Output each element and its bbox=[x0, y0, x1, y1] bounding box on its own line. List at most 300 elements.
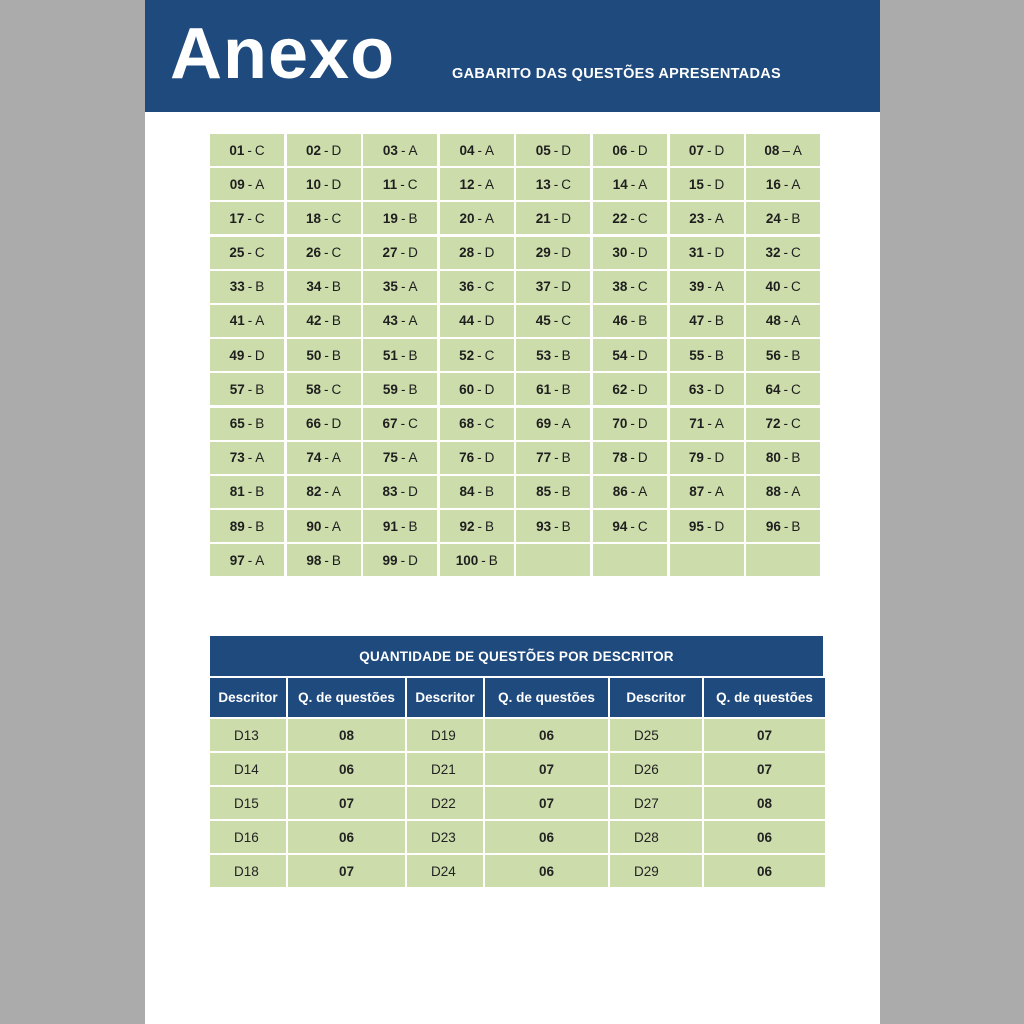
answer-cell bbox=[210, 544, 284, 576]
answer-letter: A bbox=[408, 279, 418, 295]
answer-cell bbox=[210, 442, 284, 474]
question-number: 11 bbox=[382, 176, 398, 192]
question-number: 92 bbox=[459, 518, 475, 534]
answer-separator: - bbox=[783, 245, 789, 261]
answer-separator: - bbox=[783, 518, 789, 534]
question-number: 37 bbox=[535, 279, 551, 295]
answer-cell bbox=[440, 202, 514, 234]
answer-cell bbox=[746, 408, 820, 440]
answer-letter: C bbox=[637, 518, 648, 534]
answer-cell bbox=[210, 305, 284, 337]
answer-letter: B bbox=[408, 381, 418, 397]
answer-letter: C bbox=[637, 210, 648, 226]
answer-separator: - bbox=[630, 176, 636, 192]
question-number: 80 bbox=[765, 450, 781, 466]
question-number: 97 bbox=[229, 552, 245, 568]
question-number: 16 bbox=[765, 176, 781, 192]
answer-letter: C bbox=[484, 416, 495, 431]
answer-cell bbox=[746, 373, 820, 405]
answer-cell bbox=[593, 305, 667, 337]
answer-separator: - bbox=[783, 176, 789, 192]
answer-separator: - bbox=[324, 347, 329, 363]
answer-letter: B bbox=[255, 416, 265, 431]
empty-answer-cell bbox=[516, 544, 590, 576]
answer-cell bbox=[746, 134, 820, 166]
question-number: 19 bbox=[382, 210, 398, 226]
question-number: 55 bbox=[689, 347, 705, 363]
answer-cell bbox=[363, 408, 437, 440]
answer-separator: - bbox=[247, 552, 253, 568]
answer-cell bbox=[593, 237, 667, 269]
answer-cell bbox=[287, 134, 361, 166]
descriptor-table bbox=[210, 636, 823, 887]
question-number: 58 bbox=[305, 381, 321, 397]
answer-separator: - bbox=[630, 518, 635, 534]
answer-separator: - bbox=[553, 313, 559, 329]
answer-letter: C bbox=[791, 245, 801, 261]
answer-letter: B bbox=[714, 347, 724, 363]
answer-separator: - bbox=[324, 450, 329, 466]
answer-separator: - bbox=[477, 313, 482, 329]
answer-cell bbox=[670, 168, 744, 200]
answer-letter: A bbox=[714, 279, 724, 295]
answer-cell bbox=[210, 339, 284, 371]
descriptor-code: D16 bbox=[210, 821, 286, 853]
answer-letter: C bbox=[561, 313, 572, 329]
question-number: 43 bbox=[382, 313, 398, 329]
question-count: 07 bbox=[485, 753, 608, 785]
answer-letter: B bbox=[561, 450, 571, 466]
question-number: 42 bbox=[306, 313, 322, 329]
question-number: 98 bbox=[306, 552, 322, 568]
question-count-column-header: Q. de questões bbox=[485, 678, 608, 717]
answer-letter: B bbox=[255, 279, 265, 295]
answer-cell bbox=[210, 373, 284, 405]
answer-separator: - bbox=[554, 450, 559, 466]
answer-letter: A bbox=[255, 176, 265, 192]
answer-cell bbox=[210, 510, 284, 542]
question-number: 96 bbox=[765, 518, 781, 534]
answer-separator: - bbox=[554, 484, 559, 500]
question-number: 64 bbox=[765, 381, 781, 397]
answer-cell bbox=[440, 373, 514, 405]
answer-separator: - bbox=[324, 518, 329, 534]
question-number: 94 bbox=[612, 518, 628, 534]
question-number: 29 bbox=[535, 245, 551, 261]
answer-letter: A bbox=[255, 450, 265, 466]
answer-separator: - bbox=[400, 176, 405, 192]
question-number: 50 bbox=[306, 347, 322, 363]
answer-letter: D bbox=[254, 347, 265, 363]
question-number: 85 bbox=[536, 484, 552, 500]
question-number: 62 bbox=[612, 381, 628, 397]
question-count: 06 bbox=[485, 719, 608, 751]
answer-separator: - bbox=[707, 347, 712, 363]
answer-cell bbox=[440, 510, 514, 542]
descriptor-code: D29 bbox=[610, 855, 702, 887]
answer-letter: B bbox=[255, 381, 265, 397]
answer-cell bbox=[670, 134, 744, 166]
answer-separator: – bbox=[782, 142, 790, 158]
answer-cell bbox=[363, 510, 437, 542]
empty-answer-cell bbox=[746, 544, 820, 576]
descriptor-code: D27 bbox=[610, 787, 702, 819]
answer-separator: - bbox=[630, 347, 635, 363]
question-number: 21 bbox=[535, 210, 551, 226]
answer-cell bbox=[440, 134, 514, 166]
answer-separator: - bbox=[324, 313, 329, 329]
answer-cell bbox=[210, 237, 284, 269]
question-number: 60 bbox=[459, 381, 475, 397]
question-count: 06 bbox=[485, 821, 608, 853]
answer-cell bbox=[516, 134, 590, 166]
question-number: 48 bbox=[765, 313, 781, 329]
answer-cell bbox=[210, 134, 284, 166]
answer-letter: D bbox=[637, 381, 648, 397]
answer-separator: - bbox=[247, 176, 253, 192]
answer-separator: - bbox=[630, 313, 636, 329]
answer-separator: - bbox=[247, 142, 252, 158]
question-number: 14 bbox=[612, 176, 628, 192]
answer-cell bbox=[670, 339, 744, 371]
question-number: 56 bbox=[765, 347, 781, 363]
answer-separator: - bbox=[783, 416, 789, 431]
answer-letter: B bbox=[561, 518, 571, 534]
descriptor-column-header: Descritor bbox=[407, 678, 483, 717]
answer-letter: B bbox=[561, 381, 571, 397]
answer-separator: - bbox=[477, 416, 482, 431]
empty-answer-cell bbox=[593, 544, 667, 576]
answer-cell bbox=[746, 476, 820, 508]
answer-letter: D bbox=[408, 484, 418, 500]
answer-letter: C bbox=[791, 416, 801, 431]
answer-cell bbox=[670, 442, 744, 474]
answer-letter: C bbox=[791, 279, 801, 295]
question-number: 83 bbox=[382, 484, 398, 500]
answer-separator: - bbox=[247, 518, 253, 534]
question-count: 07 bbox=[704, 719, 825, 751]
question-number: 27 bbox=[382, 245, 398, 261]
question-number: 99 bbox=[382, 552, 398, 568]
answer-cell bbox=[670, 510, 744, 542]
question-number: 25 bbox=[229, 245, 245, 261]
answer-separator: - bbox=[477, 381, 482, 397]
answer-letter: B bbox=[255, 484, 265, 500]
answer-separator: - bbox=[630, 450, 635, 466]
answer-cell bbox=[363, 339, 437, 371]
question-number: 75 bbox=[382, 450, 398, 466]
answer-cell bbox=[746, 271, 820, 303]
answer-separator: - bbox=[323, 416, 329, 431]
question-number: 45 bbox=[535, 313, 551, 329]
answer-separator: - bbox=[630, 279, 635, 295]
answer-separator: - bbox=[400, 210, 406, 226]
question-number: 49 bbox=[229, 347, 245, 363]
answer-separator: - bbox=[477, 176, 483, 192]
answer-letter: C bbox=[791, 381, 801, 397]
answer-cell bbox=[440, 237, 514, 269]
answer-separator: - bbox=[554, 416, 559, 431]
answer-letter: D bbox=[561, 210, 572, 226]
answer-separator: - bbox=[477, 484, 483, 500]
answer-cell bbox=[593, 442, 667, 474]
question-number: 63 bbox=[688, 381, 704, 397]
answer-separator: - bbox=[400, 518, 406, 534]
answer-cell bbox=[287, 339, 361, 371]
answer-separator: - bbox=[247, 450, 253, 466]
descriptor-code: D18 bbox=[210, 855, 286, 887]
answer-cell bbox=[516, 408, 590, 440]
answer-letter: D bbox=[484, 245, 495, 261]
question-number: 32 bbox=[765, 245, 781, 261]
question-count-column-header: Q. de questões bbox=[288, 678, 405, 717]
answer-cell bbox=[593, 510, 667, 542]
answer-letter: D bbox=[561, 142, 572, 158]
answer-separator: - bbox=[323, 245, 329, 261]
answer-separator: - bbox=[707, 484, 712, 500]
question-number: 91 bbox=[382, 518, 398, 534]
question-number: 01 bbox=[229, 142, 245, 158]
answer-separator: - bbox=[477, 142, 483, 158]
question-number: 59 bbox=[382, 381, 398, 397]
document-page bbox=[145, 0, 880, 1024]
question-number: 36 bbox=[459, 279, 475, 295]
question-count: 06 bbox=[288, 753, 405, 785]
question-number: 70 bbox=[612, 416, 628, 431]
answer-cell bbox=[516, 305, 590, 337]
answer-separator: - bbox=[706, 142, 712, 158]
answer-separator: - bbox=[553, 210, 559, 226]
descriptor-table-body bbox=[210, 678, 823, 887]
answer-letter: D bbox=[331, 142, 342, 158]
answer-separator: - bbox=[554, 381, 559, 397]
question-number: 38 bbox=[612, 279, 628, 295]
answer-cell bbox=[287, 305, 361, 337]
answer-separator: - bbox=[477, 210, 483, 226]
answer-cell bbox=[746, 168, 820, 200]
answer-cell bbox=[516, 510, 590, 542]
answer-separator: - bbox=[707, 279, 712, 295]
answer-letter: B bbox=[408, 347, 418, 363]
question-number: 86 bbox=[612, 484, 628, 500]
answer-cell bbox=[593, 408, 667, 440]
answer-cell bbox=[670, 202, 744, 234]
answer-separator: - bbox=[247, 347, 252, 363]
question-number: 73 bbox=[229, 450, 245, 466]
answer-letter: B bbox=[331, 347, 341, 363]
answer-letter: A bbox=[408, 450, 418, 466]
answer-letter: A bbox=[791, 176, 801, 192]
answer-separator: - bbox=[554, 518, 559, 534]
answer-cell bbox=[516, 271, 590, 303]
answer-cell bbox=[363, 442, 437, 474]
answer-separator: - bbox=[400, 552, 406, 568]
answer-cell bbox=[593, 134, 667, 166]
answer-cell bbox=[210, 271, 284, 303]
answer-separator: - bbox=[783, 279, 789, 295]
answer-letter: D bbox=[714, 142, 725, 158]
question-number: 61 bbox=[536, 381, 552, 397]
answer-cell bbox=[210, 476, 284, 508]
answer-separator: - bbox=[630, 484, 636, 500]
answer-letter: D bbox=[714, 176, 725, 192]
answer-cell bbox=[287, 476, 361, 508]
question-number: 10 bbox=[305, 176, 321, 192]
answer-separator: - bbox=[706, 381, 712, 397]
answer-letter: B bbox=[791, 347, 801, 363]
answer-cell bbox=[670, 237, 744, 269]
answer-letter: B bbox=[331, 552, 341, 568]
question-number: 09 bbox=[229, 176, 245, 192]
answer-separator: - bbox=[324, 484, 329, 500]
question-count: 07 bbox=[485, 787, 608, 819]
question-number: 89 bbox=[229, 518, 245, 534]
answer-cell bbox=[593, 373, 667, 405]
question-number: 06 bbox=[612, 142, 628, 158]
answer-separator: - bbox=[477, 518, 483, 534]
descriptor-code: D23 bbox=[407, 821, 483, 853]
answer-cell bbox=[516, 373, 590, 405]
answer-cell bbox=[363, 168, 437, 200]
question-number: 44 bbox=[459, 313, 475, 329]
answer-separator: - bbox=[247, 245, 252, 261]
answer-letter: A bbox=[714, 484, 724, 500]
answer-cell bbox=[593, 202, 667, 234]
answer-cell bbox=[516, 476, 590, 508]
answer-letter: D bbox=[637, 347, 648, 363]
question-number: 23 bbox=[689, 210, 705, 226]
question-number: 33 bbox=[229, 279, 245, 295]
answer-letter: A bbox=[638, 484, 648, 500]
answer-cell bbox=[593, 168, 667, 200]
answer-separator: - bbox=[630, 245, 635, 261]
answer-cell bbox=[440, 271, 514, 303]
question-number: 12 bbox=[459, 176, 475, 192]
answer-cell bbox=[210, 168, 284, 200]
question-count: 06 bbox=[288, 821, 405, 853]
answer-separator: - bbox=[247, 381, 253, 397]
answer-letter: B bbox=[638, 313, 648, 329]
answer-cell bbox=[746, 305, 820, 337]
question-number: 08 bbox=[764, 142, 780, 158]
descriptor-code: D14 bbox=[210, 753, 286, 785]
question-count: 06 bbox=[704, 821, 825, 853]
answer-letter: B bbox=[408, 518, 418, 534]
question-number: 35 bbox=[382, 279, 398, 295]
answer-letter: A bbox=[714, 416, 724, 431]
question-number: 47 bbox=[689, 313, 705, 329]
answer-letter: A bbox=[485, 210, 495, 226]
answer-cell bbox=[440, 305, 514, 337]
answer-cell bbox=[440, 544, 514, 576]
answer-cell bbox=[287, 544, 361, 576]
answer-separator: - bbox=[324, 279, 329, 295]
page-title: Anexo bbox=[170, 14, 396, 94]
answer-separator: - bbox=[630, 416, 635, 431]
answer-letter: A bbox=[255, 552, 265, 568]
answer-letter: D bbox=[408, 552, 418, 568]
answer-separator: - bbox=[247, 416, 253, 431]
question-number: 76 bbox=[459, 450, 475, 466]
answer-cell bbox=[440, 476, 514, 508]
answer-letter: D bbox=[714, 450, 725, 466]
answer-cell bbox=[516, 237, 590, 269]
question-number: 22 bbox=[612, 210, 628, 226]
answer-separator: - bbox=[630, 381, 635, 397]
answer-letter: B bbox=[485, 484, 495, 500]
question-number: 100 bbox=[455, 552, 479, 568]
answer-letter: C bbox=[561, 176, 572, 192]
answer-cell bbox=[287, 237, 361, 269]
answer-letter: D bbox=[484, 450, 495, 466]
answer-separator: - bbox=[707, 313, 712, 329]
answer-cell bbox=[363, 134, 437, 166]
question-number: 28 bbox=[459, 245, 475, 261]
descriptor-code: D13 bbox=[210, 719, 286, 751]
answer-cell bbox=[670, 305, 744, 337]
answer-letter: A bbox=[485, 176, 495, 192]
answer-letter: B bbox=[408, 210, 418, 226]
answer-separator: - bbox=[247, 210, 252, 226]
answer-separator: - bbox=[400, 279, 406, 295]
answer-letter: D bbox=[561, 245, 572, 261]
question-number: 24 bbox=[765, 210, 781, 226]
answer-separator: - bbox=[481, 552, 486, 568]
question-number: 78 bbox=[612, 450, 628, 466]
answer-cell bbox=[210, 202, 284, 234]
question-number: 05 bbox=[535, 142, 551, 158]
answer-cell bbox=[746, 339, 820, 371]
question-number: 03 bbox=[382, 142, 398, 158]
answer-separator: - bbox=[554, 347, 559, 363]
answer-separator: - bbox=[553, 176, 559, 192]
answer-separator: - bbox=[400, 381, 406, 397]
answer-letter: D bbox=[484, 381, 495, 397]
answer-separator: - bbox=[477, 245, 482, 261]
question-number: 31 bbox=[688, 245, 704, 261]
answer-cell bbox=[746, 510, 820, 542]
answer-cell bbox=[440, 339, 514, 371]
question-count-column-header: Q. de questões bbox=[704, 678, 825, 717]
question-number: 13 bbox=[535, 176, 551, 192]
answer-letter: B bbox=[255, 518, 265, 534]
answer-separator: - bbox=[707, 210, 712, 226]
question-number: 88 bbox=[765, 484, 781, 500]
answer-cell bbox=[516, 168, 590, 200]
question-number: 72 bbox=[765, 416, 781, 431]
answer-separator: - bbox=[783, 347, 789, 363]
answer-letter: D bbox=[714, 245, 725, 261]
answer-letter: D bbox=[637, 142, 648, 158]
answer-separator: - bbox=[247, 313, 253, 329]
question-number: 04 bbox=[459, 142, 475, 158]
answer-letter: C bbox=[254, 142, 265, 158]
question-count: 06 bbox=[485, 855, 608, 887]
question-number: 81 bbox=[229, 484, 245, 500]
answer-separator: - bbox=[783, 210, 789, 226]
answer-letter: B bbox=[331, 313, 341, 329]
answer-cell bbox=[593, 476, 667, 508]
answer-letter: C bbox=[254, 245, 265, 261]
question-number: 95 bbox=[688, 518, 704, 534]
answer-letter: A bbox=[791, 484, 801, 500]
answer-letter: A bbox=[408, 142, 418, 158]
answer-letter: B bbox=[791, 518, 801, 534]
answer-letter: D bbox=[331, 416, 342, 431]
answer-letter: B bbox=[561, 347, 571, 363]
answer-separator: - bbox=[477, 347, 482, 363]
answer-separator: - bbox=[324, 552, 329, 568]
